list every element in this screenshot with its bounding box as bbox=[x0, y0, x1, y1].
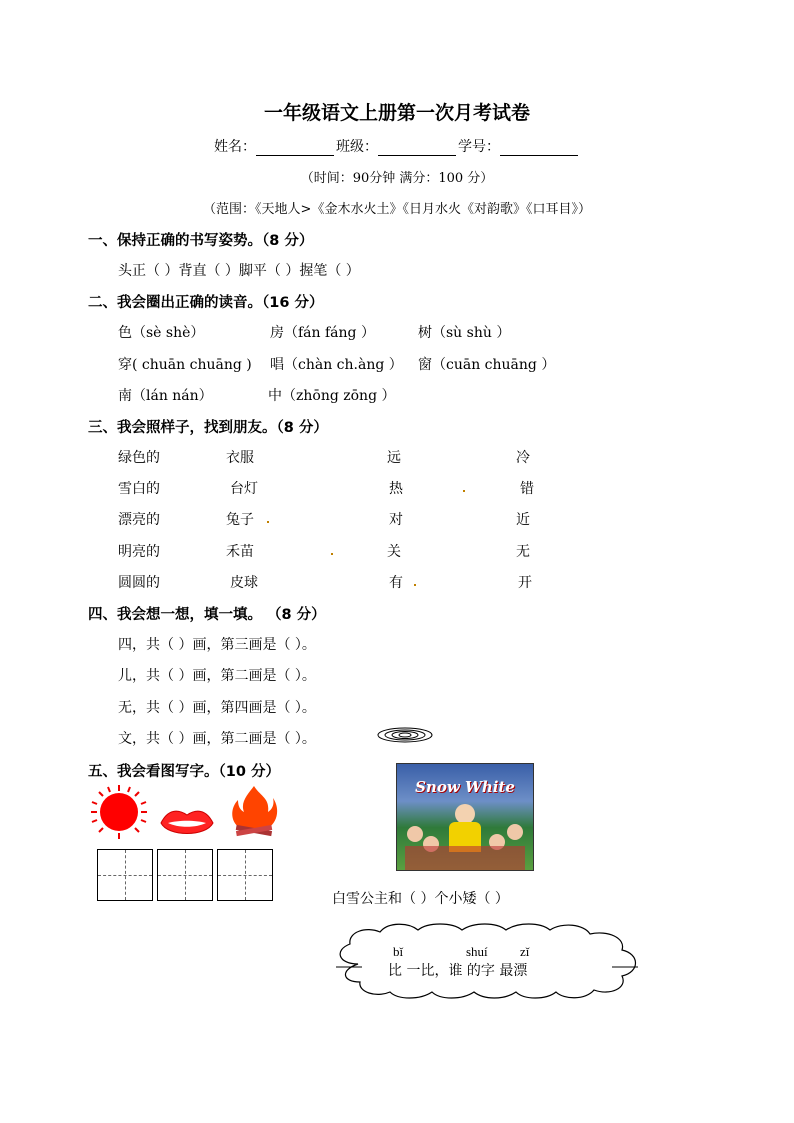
match-word: 绿色的 bbox=[118, 450, 160, 466]
snow-white-poster bbox=[396, 763, 534, 871]
match-word: 明亮的 bbox=[118, 544, 160, 560]
snow-white-question: 白雪公主和（ ）个小矮（ ） bbox=[332, 891, 509, 907]
match-word: 兔子 bbox=[226, 512, 254, 528]
section-5-heading: 五、我会看图写字。（10 分） bbox=[88, 764, 280, 780]
mouth-icon bbox=[158, 806, 216, 840]
writing-grid[interactable] bbox=[97, 849, 153, 901]
match-word: 对 bbox=[389, 512, 403, 528]
match-word: 错 bbox=[520, 481, 534, 497]
match-word: 冷 bbox=[516, 450, 530, 466]
cloud-pinyin: zǐ bbox=[520, 944, 530, 959]
range-info: （范围：《天地人>《金木水火土》《日月水火《对韵歌》《口耳目》） bbox=[203, 202, 591, 217]
id-label: 学号： bbox=[458, 139, 500, 155]
section-1-line: 头正（ ）背直（ ）脚平（ ）握笔（ ） bbox=[118, 263, 360, 279]
stroke-question: 无，共（ ）画，第四画是（ ）。 bbox=[118, 700, 316, 716]
match-word: 漂亮的 bbox=[118, 512, 160, 528]
stray-dot bbox=[463, 490, 465, 492]
match-word: 衣服 bbox=[226, 450, 254, 466]
match-word: 皮球 bbox=[230, 575, 258, 591]
match-word: 近 bbox=[516, 512, 530, 528]
cloud-pinyin: shuí bbox=[466, 944, 488, 959]
stray-dot bbox=[414, 584, 416, 586]
match-word: 远 bbox=[387, 450, 401, 466]
cloud-text: 比 一比，谁 的字 最漂 bbox=[388, 963, 528, 979]
stray-dot bbox=[331, 553, 333, 555]
match-word: 关 bbox=[387, 544, 401, 560]
pinyin-item: 色（sè shè） bbox=[118, 325, 205, 341]
match-word: 雪白的 bbox=[118, 481, 160, 497]
fire-icon bbox=[228, 784, 280, 842]
pinyin-item: 南（lán nán） bbox=[118, 388, 213, 404]
name-label: 姓名： bbox=[214, 139, 256, 155]
stroke-question: 文，共（ ）画，第二画是（ ）。 bbox=[118, 731, 316, 747]
poster-title: Snow White bbox=[415, 778, 515, 796]
pinyin-item: 唱（chàn ch.àng ） bbox=[270, 357, 403, 373]
student-info bbox=[0, 136, 794, 156]
match-word: 开 bbox=[518, 575, 532, 591]
name-field[interactable] bbox=[256, 141, 334, 156]
match-word: 禾苗 bbox=[226, 544, 254, 560]
dwarf-face bbox=[507, 824, 523, 840]
cloud-pinyin: bǐ bbox=[393, 944, 404, 959]
dwarf-clothes bbox=[405, 846, 525, 870]
page-title: 一年级语文上册第一次月考试卷 bbox=[263, 102, 530, 124]
stroke-question: 四，共（ ）画，第三画是（ ）。 bbox=[118, 637, 316, 653]
class-field[interactable] bbox=[378, 141, 456, 156]
pinyin-item: 中（zhōng zōng ） bbox=[268, 388, 396, 404]
stray-dot bbox=[267, 521, 269, 523]
pinyin-item: 穿( chuān chuāng ) bbox=[118, 357, 252, 373]
match-word: 无 bbox=[516, 544, 530, 560]
id-field[interactable] bbox=[500, 141, 578, 156]
section-1-heading: 一、保持正确的书写姿势。（8 分） bbox=[88, 233, 314, 249]
stroke-question: 儿，共（ ）画，第二画是（ ）。 bbox=[118, 668, 316, 684]
pinyin-item: 树（sù shù ） bbox=[418, 325, 511, 341]
class-label: 班级： bbox=[336, 139, 378, 155]
match-word: 台灯 bbox=[230, 481, 258, 497]
dwarf-face bbox=[407, 826, 423, 842]
section-3-heading: 三、我会照样子，找到朋友。（8 分） bbox=[88, 420, 328, 436]
pinyin-item: 房（fán fáng ） bbox=[270, 325, 375, 341]
match-word: 圆圆的 bbox=[118, 575, 160, 591]
writing-grid[interactable] bbox=[157, 849, 213, 901]
section-4-heading: 四、我会想一想，填一填。 （8 分） bbox=[88, 607, 326, 623]
spiral-icon bbox=[376, 725, 434, 745]
pinyin-item: 窗（cuān chuāng ） bbox=[418, 357, 556, 373]
writing-grid[interactable] bbox=[217, 849, 273, 901]
character-face bbox=[455, 804, 475, 824]
match-word: 热 bbox=[389, 481, 403, 497]
sun-icon bbox=[88, 783, 150, 841]
section-2-heading: 二、我会圈出正确的读音。（16 分） bbox=[88, 295, 324, 311]
time-info: （时间：90分钟 满分：100 分） bbox=[300, 171, 494, 186]
match-word: 有 bbox=[389, 575, 403, 591]
